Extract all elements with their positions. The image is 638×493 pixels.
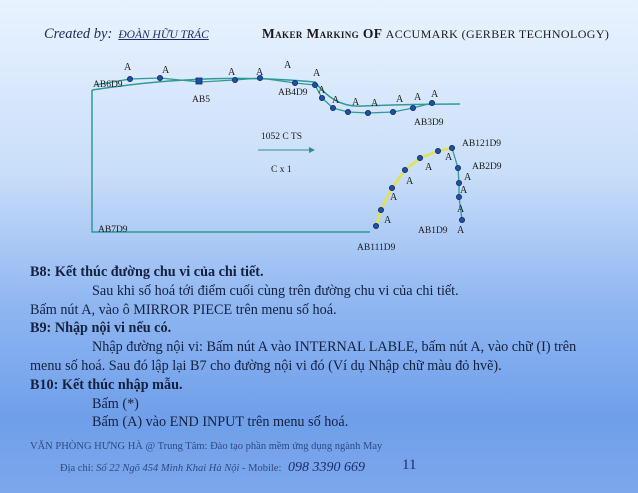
phone-number: 098 3390 669 <box>288 460 365 475</box>
label-a: A <box>318 85 326 96</box>
label-a: A <box>457 225 465 236</box>
mobile-label: - Mobile: <box>242 463 282 474</box>
label-ab111d9: AB111D9 <box>357 243 396 253</box>
label-a: A <box>464 172 472 183</box>
label-ab2d9: AB2D9 <box>472 162 502 172</box>
label-a: A <box>332 95 340 106</box>
pattern-diagram <box>0 52 638 262</box>
label-a: A <box>124 62 132 73</box>
label-a: A <box>384 215 392 226</box>
label-c-ts: 1052 C TS <box>261 132 303 142</box>
step-b8-line1: Sau khi số hoá tới điểm cuối cùng trên đường chu vi của chi tiết. <box>92 282 459 299</box>
pattern-outline-top <box>92 78 460 106</box>
title-main: Maker Marking OF <box>262 26 382 41</box>
label-a: A <box>313 68 321 79</box>
label-a: A <box>162 65 170 76</box>
label-a: A <box>460 185 468 196</box>
label-ab3d9: AB3D9 <box>414 118 444 128</box>
label-a: A <box>371 98 379 109</box>
step-b10-line2: Bấm (A) vào END INPUT trên menu số hoá. <box>92 414 349 431</box>
step-b9-line2: menu số hoá. Sau đó lập lại B7 cho đường nội vi đó (Ví dụ Nhập chữ màu đỏ hvẽ). <box>30 357 502 374</box>
footer-address <box>60 460 365 476</box>
label-a: A <box>228 67 236 78</box>
step-b10-title: B10: Kết thúc nhập mẫu. <box>30 376 183 393</box>
pattern-outline <box>92 90 370 232</box>
title-sub: ACCUMARK (GERBER TECHNOLOGY) <box>385 27 610 41</box>
step-b10-line1: Bấm (*) <box>92 395 139 412</box>
point-labels <box>124 60 472 236</box>
label-c-x1: C x 1 <box>271 165 292 175</box>
step-b8-title: B8: Kết thúc đường chu vi của chi tiết. <box>30 264 264 280</box>
label-ab6d9: AB6D9 <box>93 80 123 90</box>
label-a: A <box>406 176 414 187</box>
page-number: 11 <box>402 457 417 473</box>
label-a: A <box>396 94 404 105</box>
created-by-label: Created by: <box>44 26 113 42</box>
label-a: A <box>284 60 292 71</box>
label-a: A <box>445 152 453 163</box>
label-ab7d9: AB7D9 <box>98 225 128 235</box>
step-b9-title: B9: Nhập nội vi nếu có. <box>30 320 172 337</box>
author-name: ĐOÀN HỮU TRÁC <box>118 29 209 41</box>
step-b8-line2: Bấm nút A, vào ô MIRROR PIECE trên menu số hoá. <box>30 301 337 318</box>
piece-labels <box>93 80 502 253</box>
label-a: A <box>414 92 422 103</box>
address-label: Địa chỉ: <box>60 463 94 474</box>
footer-office: VĂN PHÒNG HƯNG HÀ @ Trung Tâm: Đào tạo phần mềm ứng dụng ngành May <box>30 441 383 452</box>
header <box>0 0 638 48</box>
slide-title <box>262 26 609 42</box>
label-ab4d9: AB4D9 <box>278 88 308 98</box>
instructions <box>30 263 620 432</box>
label-a: A <box>425 162 433 173</box>
label-a: A <box>390 192 398 203</box>
label-a: A <box>256 67 264 78</box>
creator-credit <box>44 26 209 43</box>
label-ab5: AB5 <box>192 95 210 105</box>
label-ab1d9: AB1D9 <box>418 226 448 236</box>
label-a: A <box>352 97 360 108</box>
address-text: Số 22 Ngõ 454 Minh Khai Hà Nội <box>96 463 240 474</box>
label-a: A <box>431 89 439 100</box>
label-ab121d9: AB121D9 <box>462 139 502 149</box>
step-b9-line1: Nhập đường nội vi: Bấm nút A vào INTERNAL LABLE, bấm nút A, vào chữ (I) trên <box>92 339 577 356</box>
label-a: A <box>457 204 465 215</box>
